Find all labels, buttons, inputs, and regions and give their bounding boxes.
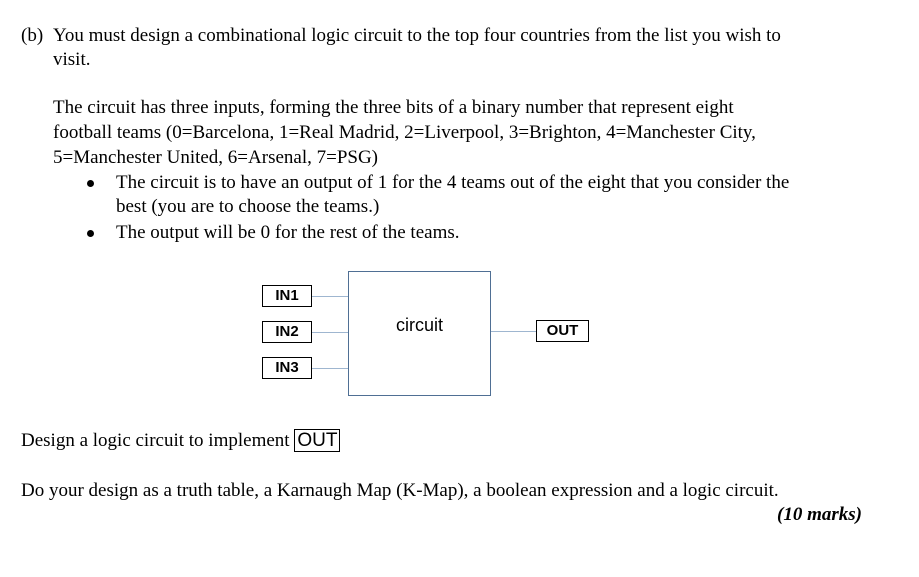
bullet-2-line-1: The output will be 0 for the rest of the teams. — [116, 222, 460, 243]
input-wire-1 — [312, 296, 348, 297]
instructions-text: Do your design as a truth table, a Karnaugh Map (K-Map), a boolean expression and a logic circuit. — [21, 480, 779, 501]
design-line-out-box: OUT — [294, 429, 340, 452]
input-box-in1: IN1 — [262, 285, 312, 307]
circuit-block-label: circuit — [395, 315, 443, 335]
bullet-1-line-1: The circuit is to have an output of 1 for the 4 teams out of the eight that you consider the — [116, 172, 790, 193]
paragraph-line-3: 5=Manchester United, 6=Arsenal, 7=PSG) — [53, 147, 379, 168]
bullet-icon — [87, 230, 94, 237]
design-line-text: Design a logic circuit to implement — [21, 430, 290, 451]
input-box-in2: IN2 — [262, 321, 312, 343]
bullet-icon — [87, 180, 94, 187]
paragraph-line-1: The circuit has three inputs, forming the three bits of a binary number that represent eight — [53, 97, 734, 118]
marks-label: (10 marks) — [777, 504, 862, 525]
input-wire-2 — [312, 332, 348, 333]
intro-line-1: You must design a combinational logic circuit to the top four countries from the list you wish to — [53, 25, 781, 46]
design-line — [21, 429, 340, 453]
paragraph-line-2: football teams (0=Barcelona, 1=Real Madrid, 2=Liverpool, 3=Brighton, 4=Manchester City, — [53, 122, 756, 143]
output-wire — [491, 331, 536, 332]
intro-line-2: visit. — [53, 49, 91, 70]
input-wire-3 — [312, 368, 348, 369]
output-box-out: OUT — [536, 320, 589, 342]
bullet-1-line-2: best (you are to choose the teams.) — [116, 196, 380, 217]
input-box-in3: IN3 — [262, 357, 312, 379]
question-label: (b) — [21, 25, 44, 46]
